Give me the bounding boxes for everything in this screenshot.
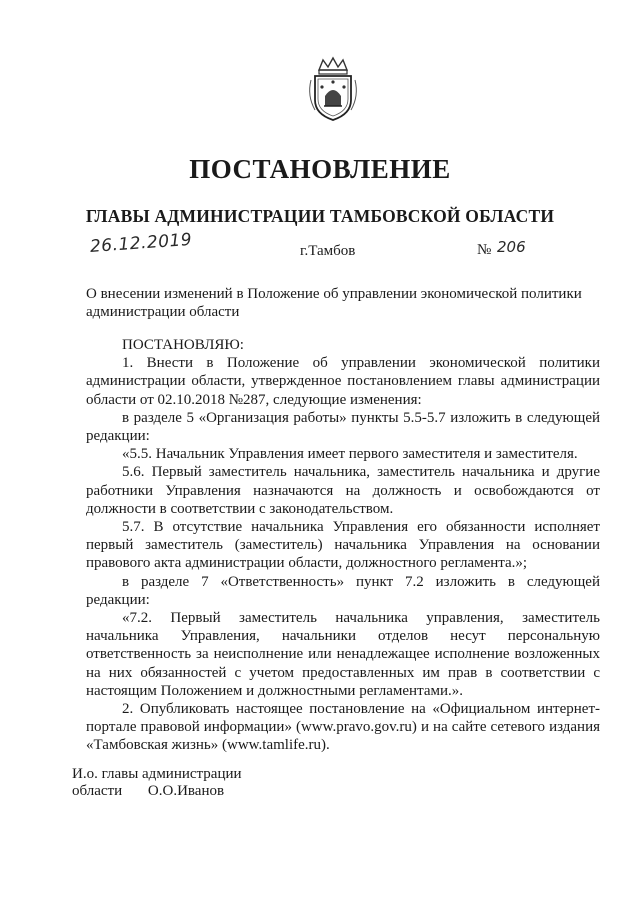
number-label: № (477, 242, 492, 258)
document-subject: О внесении изменений в Положение об управлении экономической политики администрации области (86, 286, 582, 320)
document-body (86, 336, 600, 755)
decree-word: ПОСТАНОВЛЯЮ: (122, 337, 244, 353)
coat-of-arms-emblem (305, 56, 361, 122)
body-paragraph: 5.6. Первый заместитель начальника, заместитель начальника и другие работники Управления назначаются на должность и освобождаются от должности в соответствии с законодательством. (86, 464, 600, 517)
signatory-position-line1: И.о. главы администрации (72, 766, 242, 782)
body-paragraph: 1. Внести в Положение об управлении экономической политики администрации области, утвержденное постановлением главы администрации области от 02.10.2018 №287, следующие изменения: (86, 355, 600, 408)
signatory-position-line2: области (72, 783, 123, 799)
city-label: г.Тамбов (300, 243, 356, 259)
body-paragraph: 2. Опубликовать настоящее постановление на «Официальном интернет-портале правовой информации» (www.pravo.gov.ru) и на сайте сетевого издания «Тамбовская жизнь» (www.tamlife.ru). (86, 701, 600, 754)
body-paragraph: в разделе 7 «Ответственность» пункт 7.2 изложить в следующей редакции: (86, 573, 600, 608)
document-subtitle: ГЛАВЫ АДМИНИСТРАЦИИ ТАМБОВСКОЙ ОБЛАСТИ (85, 206, 555, 226)
signatory-row (72, 783, 242, 800)
body-paragraph: 5.7. В отсутствие начальника Управления его обязанности исполняет первый заместитель (заместитель) начальника Управления на основании правового акта администрации области, должностного регламента.»; (86, 519, 600, 572)
body-paragraph: «7.2. Первый заместитель начальника управления, заместитель начальника Управления, начальники отделов несут персональную ответственность за неисполнение или ненадлежащее исполнение возложенных на них обязанностей с учетом предоставленных им прав в соответствии с настоящим Положением и должностными регламентами.». (86, 610, 600, 699)
signature-block (72, 766, 242, 800)
document-title: ПОСТАНОВЛЕНИЕ (189, 154, 451, 184)
signatory-name: О.О.Иванов (147, 783, 225, 799)
handwritten-date: 26.12.2019 (89, 229, 193, 257)
body-paragraph: в разделе 5 «Организация работы» пункты 5.5-5.7 изложить в следующей редакции: (86, 409, 600, 445)
body-paragraph: «5.5. Начальник Управления имеет первого заместителя и заместителя. (122, 446, 578, 463)
handwritten-number: 206 (497, 238, 526, 256)
